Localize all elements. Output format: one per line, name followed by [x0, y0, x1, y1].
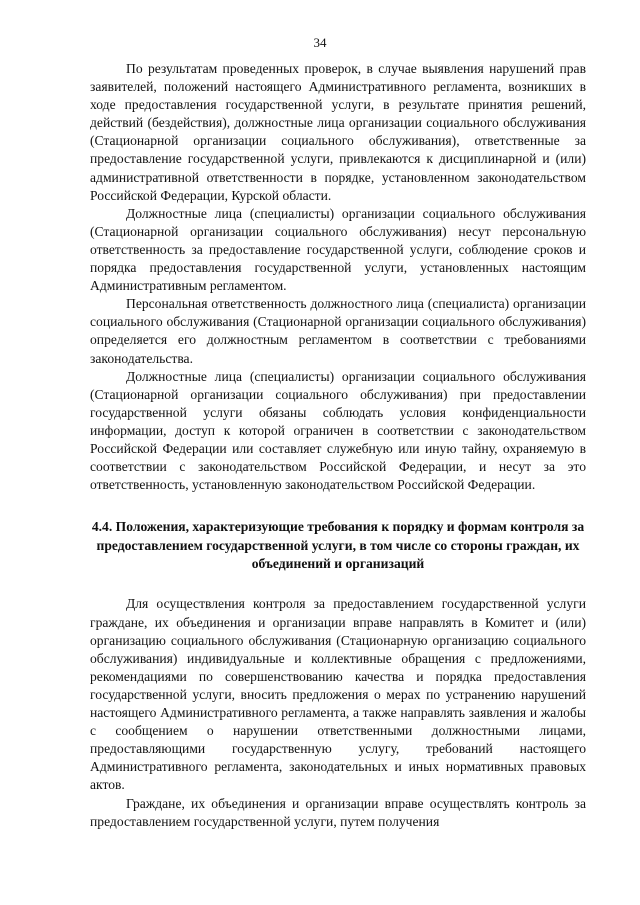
- section-heading: 4.4. Положения, характеризующие требования к порядку и формам контроля за предоставлением государственной услуги, в том числе со стороны граждан, их объединений и организаций: [91, 519, 585, 572]
- paragraph-inspection-results: По результатам проведенных проверок, в случае выявления нарушений прав заявителей, положений настоящего Административного регламента, возникших в ходе предоставления государственной услуги, в результате принятия решений, действий (бездействия), должностные лица организации социального обслуживания (Стационарной организации социального обслуживания), ответственные за предоставление государственной услуги, привлекаются к дисциплинарной и (или) административной ответственности в порядке, установленном законодательством Российской Федерации, Курской области.: [90, 61, 586, 203]
- paragraph-confidentiality: Должностные лица (специалисты) организации социального обслуживания (Стационарной организации социального обслуживания) при предоставлении государственной услуги обязаны соблюдать условия конфиденциальности информации, доступ к которой ограничен в соответствии с законодательством Российской Федерации или составляет служебную или иную тайну, охраняемую в соответствии с законодательством Российской Федерации, и несут за это ответственность, установленную законодательством Российской Федерации.: [90, 368, 586, 493]
- paragraph-personal-responsibility: Должностные лица (специалисты) организации социального обслуживания (Стационарной организации социального обслуживания) несут персональную ответственность за предоставление государственной услуги, соблюдение сроков и порядка предоставления государственной услуги, установленных настоящим Административным регламентом.: [90, 205, 586, 294]
- paragraph-official-responsibility: Персональная ответственность должностного лица (специалиста) организации социального обслуживания (Стационарной организации социального обслуживания) определяется его должностным регламентом в соответствии с требованиями законодательства.: [90, 296, 586, 366]
- page-content: [90, 60, 586, 831]
- paragraph-citizen-control: Для осуществления контроля за предоставлением государственной услуги граждане, их объединения и организации вправе направлять в Комитет и (или) организацию социального обслуживания (Стационарную организацию социального обслуживания) индивидуальные и коллективные обращения с предложениями, рекомендациями по совершенствованию качества и порядка предоставления государственной услуги, вносить предложения о мерах по устранению нарушений настоящего Административного регламента, а также направлять заявления и жалобы с сообщением о нарушении ответственными должностными лицами, предоставляющими государственную услугу, требований настоящего Административного регламента, законодательных и иных нормативных правовых актов.: [90, 596, 586, 793]
- page-number: 34: [313, 35, 327, 50]
- paragraph-citizen-rights: Граждане, их объединения и организации вправе осуществлять контроль за предоставлением государственной услуги, путем получения: [90, 795, 586, 829]
